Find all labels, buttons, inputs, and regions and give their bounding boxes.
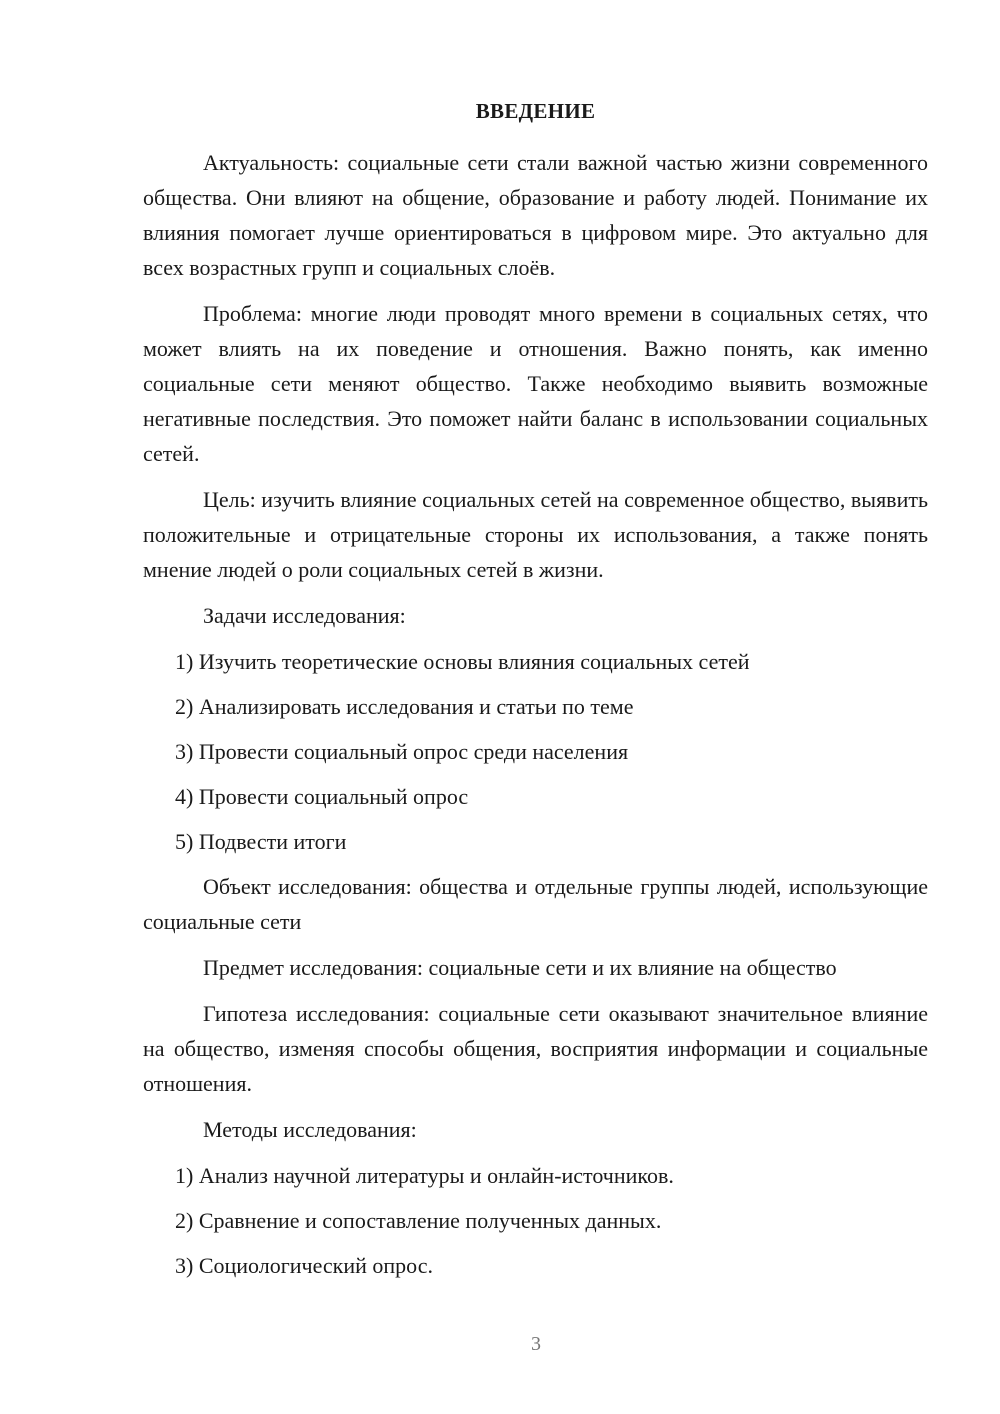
page-content — [143, 92, 928, 1293]
goal-paragraph: Цель: изучить влияние социальных сетей на современное общество, выявить положительные и отрицательные стороны их использования, а также понять мнение людей о роли социальных сетей в жизни. — [143, 487, 928, 582]
tasks-heading: Задачи исследования: — [203, 603, 406, 628]
relevance-paragraph: Актуальность: социальные сети стали важной частью жизни современного общества. Они влияют на общение, образование и работу людей. Понимание их влияния помогает лучше ориентироваться в цифровом мире. Это актуально для всех возрастных групп и социальных слоёв. — [143, 150, 928, 280]
task-item: 4) Провести социальный опрос — [175, 784, 469, 809]
task-item: 1) Изучить теоретические основы влияния социальных сетей — [175, 649, 750, 674]
section-title: ВВЕДЕНИЕ — [475, 99, 596, 123]
task-item: 3) Провести социальный опрос среди населения — [175, 739, 629, 764]
page-number: 3 — [531, 1333, 541, 1355]
subject-paragraph: Предмет исследования: социальные сети и их влияние на общество — [203, 955, 837, 980]
method-item: 3) Социологический опрос. — [175, 1253, 433, 1278]
problem-paragraph: Проблема: многие люди проводят много времени в социальных сетях, что может влиять на их поведение и отношения. Важно понять, как именно социальные сети меняют общество. Также необходимо выявить возможные негативные последствия. Это поможет найти баланс в использовании социальных сетей. — [143, 301, 928, 466]
task-item: 5) Подвести итоги — [175, 829, 347, 854]
hypothesis-paragraph: Гипотеза исследования: социальные сети оказывают значительное влияние на общество, изменяя способы общения, восприятия информации и социальные отношения. — [143, 1001, 928, 1096]
object-paragraph: Объект исследования: общества и отдельные группы людей, использующие социальные сети — [143, 874, 928, 934]
method-item: 2) Сравнение и сопоставление полученных данных. — [175, 1208, 662, 1233]
method-item: 1) Анализ научной литературы и онлайн-источников. — [175, 1163, 674, 1188]
task-item: 2) Анализировать исследования и статьи по теме — [175, 694, 634, 719]
methods-heading: Методы исследования: — [203, 1117, 417, 1142]
